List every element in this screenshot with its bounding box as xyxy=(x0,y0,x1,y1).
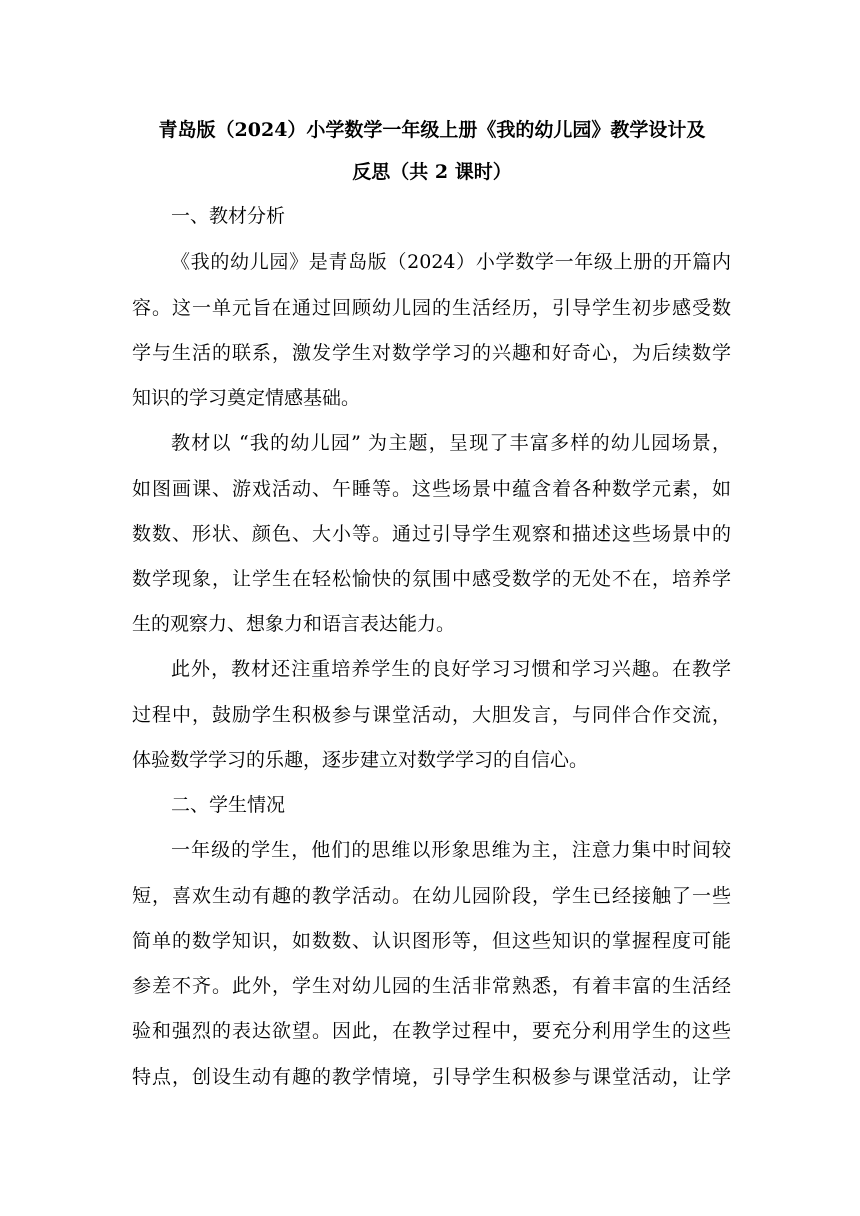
paragraph-line: 简单的数学知识，如数数、认识图形等，但这些知识的掌握程度可能 xyxy=(132,930,731,952)
paragraph-line: 生的观察力、想象力和语言表达能力。 xyxy=(132,613,456,635)
paragraph-line: 数数、形状、颜色、大小等。通过引导学生观察和描述这些场景中的 xyxy=(132,523,731,545)
document-title-line-2: 反思（共 2 课时） xyxy=(352,161,512,183)
paragraph-line: 学与生活的联系，激发学生对数学学习的兴趣和好奇心，为后续数学 xyxy=(132,342,731,364)
document-title-line-1: 青岛版（2024）小学数学一年级上册《我的幼儿园》教学设计及 xyxy=(158,119,706,141)
paragraph-line: 容。这一单元旨在通过回顾幼儿园的生活经历，引导学生初步感受数 xyxy=(132,297,731,319)
paragraph-line: 短，喜欢生动有趣的教学活动。在幼儿园阶段，学生已经接触了一些 xyxy=(132,885,731,907)
paragraph-line: 一年级的学生，他们的思维以形象思维为主，注意力集中时间较 xyxy=(171,839,731,861)
section-heading-student-situation: 二、学生情况 xyxy=(171,794,286,816)
paragraph-line: 过程中，鼓励学生积极参与课堂活动，大胆发言，与同伴合作交流， xyxy=(132,704,731,726)
paragraph-line: 数学现象，让学生在轻松愉快的氛围中感受数学的无处不在，培养学 xyxy=(132,568,731,590)
paragraph-line: 教材以 “我的幼儿园” 为主题，呈现了丰富多样的幼儿园场景， xyxy=(171,432,731,454)
paragraph-line: 体验数学学习的乐趣，逐步建立对数学学习的自信心。 xyxy=(132,749,589,771)
paragraph-line: 此外，教材还注重培养学生的良好学习习惯和学习兴趣。在教学 xyxy=(171,658,731,680)
paragraph-line: 如图画课、游戏活动、午睡等。这些场景中蕴含着各种数学元素，如 xyxy=(132,478,731,500)
paragraph-line: 参差不齐。此外，学生对幼儿园的生活非常熟悉，有着丰富的生活经 xyxy=(132,975,731,997)
paragraph-line: 特点，创设生动有趣的教学情境，引导学生积极参与课堂活动，让学 xyxy=(132,1066,731,1088)
paragraph-line: 验和强烈的表达欲望。因此，在教学过程中，要充分利用学生的这些 xyxy=(132,1020,731,1042)
paragraph-line: 《我的幼儿园》是青岛版（2024）小学数学一年级上册的开篇内 xyxy=(171,251,731,273)
section-heading-textbook-analysis: 一、教材分析 xyxy=(171,205,286,227)
paragraph-line: 知识的学习奠定情感基础。 xyxy=(132,387,361,409)
